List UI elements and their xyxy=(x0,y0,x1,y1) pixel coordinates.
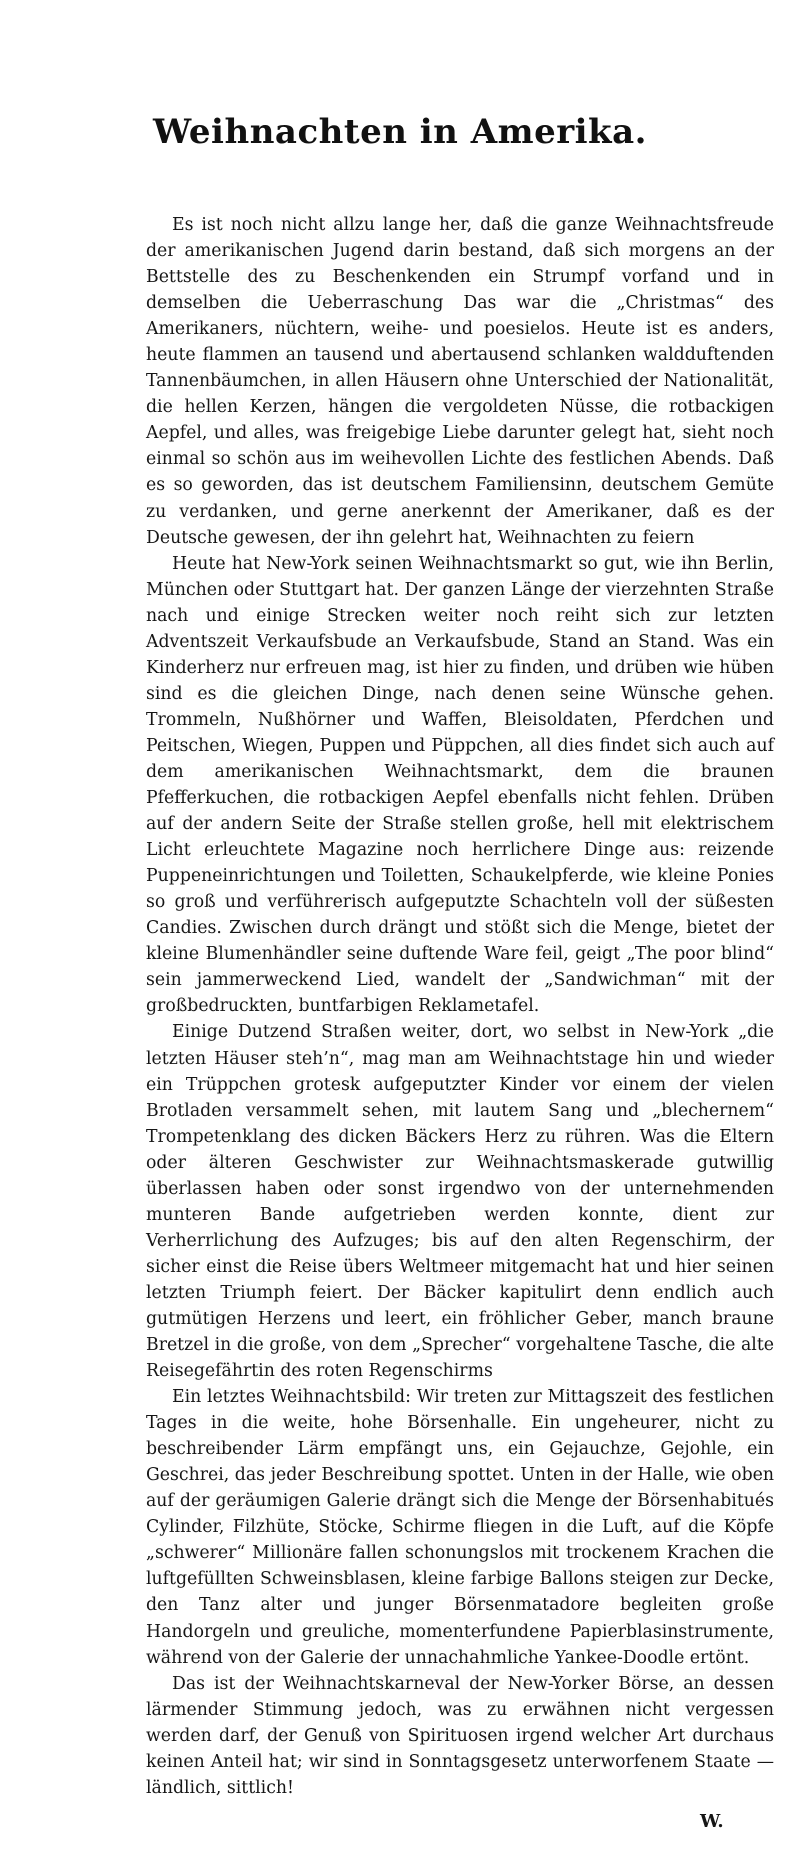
article-title: Weihnachten in Amerika. xyxy=(153,112,647,152)
paragraph-4: Ein letztes Weihnachtsbild: Wir treten zur Mittagszeit des festlichen Tages in die weite, hohe Börsenhalle. Ein ungeheurer, nicht zu beschreibender Lärm empfängt uns, ein Gejauchze, Gejohle, ein Geschrei, das jeder Beschreibung spottet. Unten in der Halle, wie oben auf der geräumigen Galerie drängt sich die Menge der Börsenhabitués Cylinder, Filzhüte, Stöcke, Schirme fliegen in die Luft, auf die Köpfe „schwerer“ Millionäre fallen schonungslos mit trockenem Krachen die luftgefüllten Schweinsblasen, kleine farbige Ballons steigen zur Decke, den Tanz alter und junger Börsenmatadore begleiten große Handorgeln und greuliche, momenterfundene Papierblasinstrumente, während von der Galerie der unnachahmliche Yankee-Doodle ertönt. xyxy=(146,1387,774,1668)
paragraph-1: Es ist noch nicht allzu lange her, daß die ganze Weihnachtsfreude der amerikanischen Jugend darin bestand, daß sich morgens an der Bettstelle des zu Beschenkenden ein Strumpf vorfand und in demselben die Ueberraschung Das war die „Christmas“ des Amerikaners, nüchtern, weihe- und poesielos. Heute ist es anders, heute flammen an tausend und abertausend schlanken waldduftenden Tannenbäumchen, in allen Häusern ohne Unterschied der Nationalität, die hellen Kerzen, hängen die vergoldeten Nüsse, die rotbackigen Aepfel, und alles, was freigebige Liebe darunter gelegt hat, sieht noch einmal so schön aus im weihevollen Lichte des festlichen Abends. Daß es so geworden, das ist deutschem Familiensinn, deutschem Gemüte zu verdanken, und gerne anerkennt der Amerikaner, daß es der Deutsche gewesen, der ihn gelehrt hat, Weihnachten zu feiern xyxy=(146,215,774,548)
author-signature: W. xyxy=(700,1811,724,1832)
paragraph-3: Einige Dutzend Straßen weiter, dort, wo selbst in New-York „die letzten Häuser steh’n“, mag man am Weihnachtstage hin und wieder ein Trüppchen grotesk aufgeputzter Kinder vor einem der vielen Brotladen versammelt sehen, mit lautem Sang und „blechernem“ Trompetenklang des dicken Bäckers Herz zu rühren. Was die Eltern oder älteren Geschwister zur Weihnachtsmaskerade gutwillig überlassen haben oder sonst irgendwo von der unternehmenden munteren Bande aufgetrieben werden konnte, dient zur Verherrlichung des Aufzuges; bis auf den alten Regenschirm, der sicher einst die Reise übers Weltmeer mitgemacht hat und hier seinen letzten Triumph feiert. Der Bäcker kapitulirt denn endlich auch gutmütigen Herzens und leert, ein fröhlicher Geber, manch braune Bretzel in die große, von dem „Sprecher“ vorgehaltene Tasche, die alte Reisegefährtin des roten Regenschirms xyxy=(146,1022,774,1382)
article-body xyxy=(146,212,774,1801)
paragraph-2: Heute hat New-York seinen Weihnachtsmarkt so gut, wie ihn Berlin, München oder Stuttgart hat. Der ganzen Länge der vierzehnten Straße nach und einige Strecken weiter noch reiht sich zur letzten Adventszeit Verkaufsbude an Verkaufsbude, Stand an Stand. Was ein Kinderherz nur erfreuen mag, ist hier zu finden, und drüben wie hüben sind es die gleichen Dinge, nach denen seine Wünsche gehen. Trommeln, Nußhörner und Waffen, Bleisoldaten, Pferdchen und Peitschen, Wiegen, Puppen und Püppchen, all dies findet sich auch auf dem amerikanischen Weihnachtsmarkt, dem die braunen Pfefferkuchen, die rotbackigen Aepfel ebenfalls nicht fehlen. Drüben auf der andern Seite der Straße stellen große, hell mit elektrischem Licht erleuchtete Magazine noch herrlichere Dinge aus: reizende Puppeneinrichtungen und Toiletten, Schaukelpferde, wie kleine Ponies so groß und verführerisch aufgeputzte Schachteln voll der süßesten Candies. Zwischen durch drängt und stößt sich die Menge, bietet der kleine Blumenhändler seine duftende Ware feil, geigt „The poor blind“ sein jammerweckend Lied, wandelt der „Sandwichman“ mit der großbedruckten, buntfarbigen Reklametafel. xyxy=(146,553,774,1017)
paragraph-5: Das ist der Weihnachtskarneval der New-Yorker Börse, an dessen lärmender Stimmung jedoch, was zu erwähnen nicht vergessen werden darf, der Genuß von Spirituosen irgend welcher Art durchaus keinen Anteil hat; wir sind in Sonntagsgesetz unterworfenem Staate — ländlich, sittlich! xyxy=(146,1673,774,1798)
